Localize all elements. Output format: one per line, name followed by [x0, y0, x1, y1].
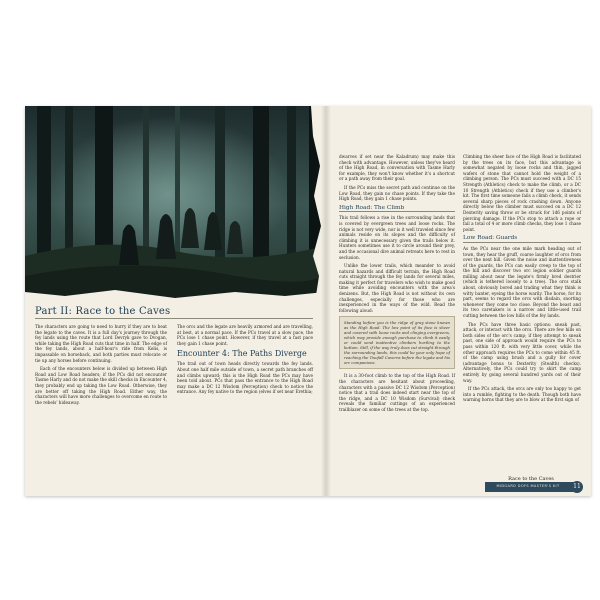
paragraph: It is a 30-foot climb to the top of the High Road. If the characters are hesitant about proceeding, characters with a passive DC 12 Wisdom (Perception) notice that a trail does indeed start near the top of the ridge, and a DC 10 Wisdom (Survival) check reveals the familiar cuttings of an experienced trailblazer on some of the trees at the top.	[339, 373, 455, 412]
section-heading-climb: High Road: The Climb	[339, 206, 455, 213]
forest-illustration	[25, 106, 325, 302]
read-aloud-text: Standing before you is the ridge of gray stone known as the High Road. The low point of its face is sheer and covered with loose rocks and clinging evergreens, which may provide enough purchase to climb it easily or could send inattentive climbers hurtling to the bottom. Still, if the way truly does cut straight through the surrounding lands, this could be your only hope of reaching the Twofall Caverns before the legate and his orc companions.	[344, 320, 450, 366]
section-heading-guards: Low Road: Guards	[463, 236, 581, 243]
paragraph: If the PCs attack, the orcs are only too happy to get into a rumble, fighting to the death. Though both have warning horns that they are to blow at the first sign of	[463, 386, 581, 403]
paragraph: dwarves if set near the Kaladrum) may make this check with advantage. However, unless they've heard of the High Road, in conversation with Tasme Harly for example, they won't know whether it's a shortcut or a path away from their goal.	[339, 154, 455, 182]
paragraph: Each of the encounters below is divided up between High Road and Low Road headers; if the PCs did not encounter Tasme Harly and do not make the skill checks in Encounter 4, they probably end up taking the Low Road. Otherwise, they are better off taking the High Road. Either way, the characters will have more challenges to overcome en route to the rebels' hideaway.	[35, 366, 167, 405]
footer-book-title: MIDGARD DOFS MASTER'S KIT	[496, 484, 560, 488]
paragraph: The trail out of town heads directly towards the fey lands. About one half mile outside of town, a secret path branches off and climbs upward; this is the High Road the PCs may have been told about. PCs that pass the entrance to the High Road may make a DC 12 Wisdom (Perception) check to notice the entrance. Any fey native to the region (elves if set near Erethia;	[177, 361, 313, 395]
footer-chapter-title: Race to the Caves	[508, 476, 554, 482]
paragraph: Climbing the sheer face of the High Road is facilitated by the trees on its face, but this advantage is somewhat negated by loose rocks and thin, jagged wafers of stone that cannot hold the weight of a climbing person. The PCs must succeed with a DC 15 Strength (Athletics) check to make the climb, or a DC 10 Strength (Athletics) check if they use a climber's kit. The first time someone fails a climb check, it sends several sharp pieces of rock crashing down. Anyone directly below the climber must succeed on a DC 12 Dexterity saving throw or be struck for 1d6 points of piercing damage. If the PCs stop to attach a rope or fail a total of 4 or more climb checks, they lose 1 chase point.	[463, 154, 581, 232]
encounter-heading: Encounter 4: The Paths Diverge	[177, 349, 307, 359]
paragraph: If the PCs miss the secret path and continue on the Low Road, they gain no chase points. If they take the High Road, they gain 1 chase points.	[339, 184, 455, 202]
left-page-column-2	[177, 324, 313, 398]
paragraph: The PCs have three basic options: sneak past, attack, or interact with the orcs. There are few hills on both sides of the orc's camp; if they attempt to sneak past, one side of approach would require the PCs to pass within 120 ft. with very little cover, while the other approach requires the PCs to come within 45 ft. of the camp using brush and a gully for cover (advantage bonus to Dexterity (Stealth) checks). Alternatively, the PCs could try to skirt the camp entirely by going several hundred yards out of their way.	[463, 321, 581, 383]
paragraph: The characters are going to need to hurry if they are to beat the legate to the caves. It is a full day's journey through the fey lands using the route that Lord Devryk gave to Dvogan, while taking the High Road cuts that time in half. The edge of the fey lands, about a half-hour's ride from Kelis, is impassable on horseback, and both parties must relocate or tie up any horses before continuing.	[35, 324, 167, 363]
paragraph: Unlike the lower trails, which meander to avoid natural hazards and difficult terrain, the High Road cuts straight through the fey lands for several miles, making it perfect for travelers who wish to make good time while avoiding encounters with the area's denizens. But, the High Road is not without its own challenges, especially for those who are inexperienced in the ways of the wild. Read the following aloud:	[339, 263, 455, 313]
paragraph: The orcs and the legate are heavily armored and are travelling, at best, at a normal pace. If the PCs travel at a slow pace, the PCs lose 1 chase point. However, if they travel at a fast pace they gain 1 chase point.	[177, 324, 313, 346]
part-title: Part II: Race to the Caves	[35, 306, 171, 317]
paragraph: As the PCs near the one mile mark heading out of town, they hear the gruff, coarse laughter of orcs from over the next hill. Given the noise and inattentiveness of the guards, the PCs can easily creep to the top of the hill and discover two orc legion soldier guards milling about near the legate's firmly bred destrier (which is tethered loosely to a tree). The orcs stalk about, obviously bored and trading what they think is witty banter, eyeing the horse warily. The horse, for its part, seems to regard the orcs with disdain, snorting whenever they come too close. Beyond the beast and its two caretakers is a narrow and little-used trail cutting between the low hills of the fey lands.	[463, 245, 581, 319]
read-aloud-box	[339, 316, 455, 369]
spine-gutter	[321, 106, 331, 496]
right-page-column-1	[339, 154, 455, 416]
part-title-rule	[35, 318, 313, 319]
paragraph: This trail follows a rise in the surrounding lands that is covered by evergreen trees and loose rocks. The ridge is not very wide, nor is it well traveled since few animals reside on its slopes and the difficulty of climbing it is unnecessary given the trails below it. Hunters sometimes use it to circle around their prey, and the occasional dire animal retreats here to rest in seclusion.	[339, 215, 455, 260]
left-page-column-1	[35, 324, 167, 408]
page-number: 11	[571, 481, 583, 493]
right-page-column-2	[463, 154, 581, 406]
book-spread	[25, 106, 591, 496]
